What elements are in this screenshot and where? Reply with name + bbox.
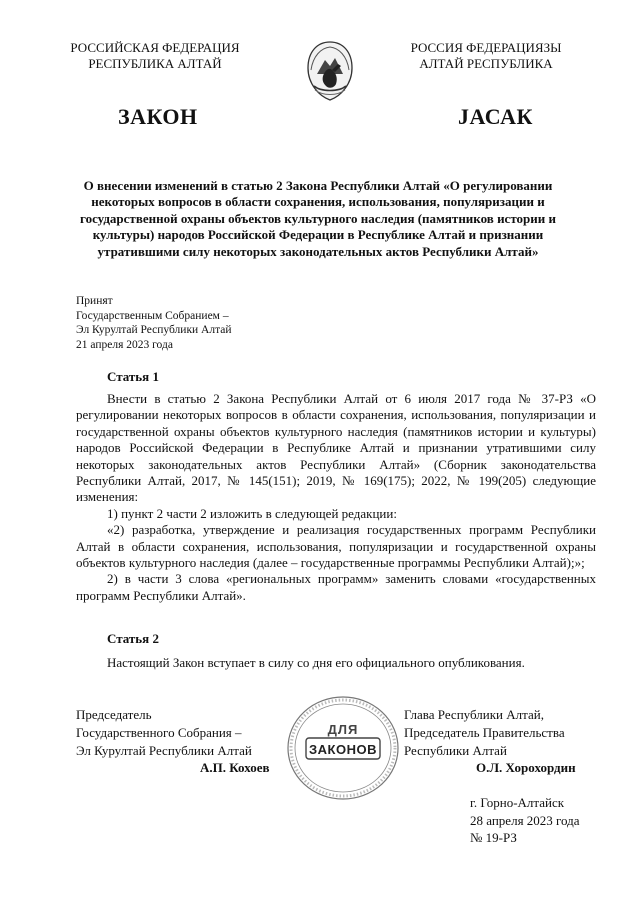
article-1-body: [76, 391, 596, 604]
header-left-country: РОССИЙСКАЯ ФЕДЕРАЦИЯ: [70, 40, 240, 55]
law-number: № 19-РЗ: [470, 830, 517, 845]
law-title-ru: ЗАКОН: [118, 104, 198, 129]
article-1-paragraph: 1) пункт 2 части 2 изложить в следующей редакции:: [107, 505, 397, 521]
signature-title-line: Республики Алтай: [404, 743, 507, 758]
stamp-text-main: ЗАКОНОВ: [309, 742, 377, 757]
adoption-line: Государственным Собранием –: [76, 309, 229, 322]
signature-title-line: Эл Курултай Республики Алтай: [76, 743, 252, 758]
signature-title-line: Государственного Собрания –: [76, 725, 242, 740]
place-date-number: [470, 794, 580, 847]
signing-date: 28 апреля 2023 года: [470, 812, 580, 828]
header-right-country: РОССИЯ ФЕДЕРАЦИЯЗЫ: [410, 40, 562, 55]
signature-head: [404, 706, 565, 760]
article-1-paragraph: «2) разработка, утверждение и реализация государственных программ Республики Алтай в области сохранения, использования, популяризации и государственной охраны объектов культурного наследия (далее – государственные программы Республики Алтай);»;: [76, 522, 596, 571]
article-1-paragraph: Внести в статью 2 Закона Республики Алтай от 6 июля 2017 года № 37-РЗ «О регулировании некоторых вопросов в области сохранения, использования, популяризации и государственной охраны объектов культурного наследия (памятников истории и культуры) народов Российской Федерации в Республике Алтай и признании утратившими силу некоторых законодательных актов Республики Алтай» (Сборник законодательства Республики Алтай, 2017, № 145(151); 2019, № 169(175); 2022, № 199(205) следующие изменения:: [76, 391, 596, 505]
article-2-heading: Статья 2: [107, 631, 159, 646]
official-stamp: [284, 693, 402, 803]
header-left: [30, 40, 280, 72]
adoption-line: Принят: [76, 295, 113, 307]
adoption-date: 21 апреля 2023 года: [76, 338, 173, 351]
article-1-paragraph: 2) в части 3 слова «региональных программ» заменить словами «государственных программ Республики Алтай».: [76, 571, 596, 603]
signatory-name-left: А.П. Кохоев: [200, 760, 270, 775]
coat-of-arms-icon: [305, 40, 355, 102]
place-of-signing: г. Горно-Алтайск: [470, 795, 565, 810]
signature-title-line: Председатель: [76, 707, 152, 722]
adoption-info: [76, 294, 232, 352]
signature-title-line: Председатель Правительства: [404, 725, 565, 740]
law-title-alt: JАСАК: [458, 104, 533, 129]
law-subject-title: О внесении изменений в статью 2 Закона Республики Алтай «О регулировании некоторых вопросов в области сохранения, использования, популяризации и государственной охраны объектов культурного наследия (памятников истории и культуры) народов Российской Федерации в Республике Алтай и признании утратившими силу некоторых законодательных актов Республики Алтай»: [80, 178, 556, 259]
signature-title-line: Глава Республики Алтай,: [404, 707, 544, 722]
adoption-line: Эл Курултай Республики Алтай: [76, 324, 232, 336]
signatory-name-right: О.Л. Хорохордин: [476, 760, 576, 775]
article-1-heading: Статья 1: [107, 369, 159, 384]
stamp-text-top: ДЛЯ: [327, 722, 359, 737]
header-right: [362, 40, 610, 72]
article-2-text: Настоящий Закон вступает в силу со дня его официального опубликования.: [107, 655, 525, 670]
signature-chairman: [76, 706, 252, 760]
header-left-republic: РЕСПУБЛИКА АЛТАЙ: [88, 56, 222, 71]
header-right-republic: АЛТАЙ РЕСПУБЛИКА: [419, 56, 553, 71]
